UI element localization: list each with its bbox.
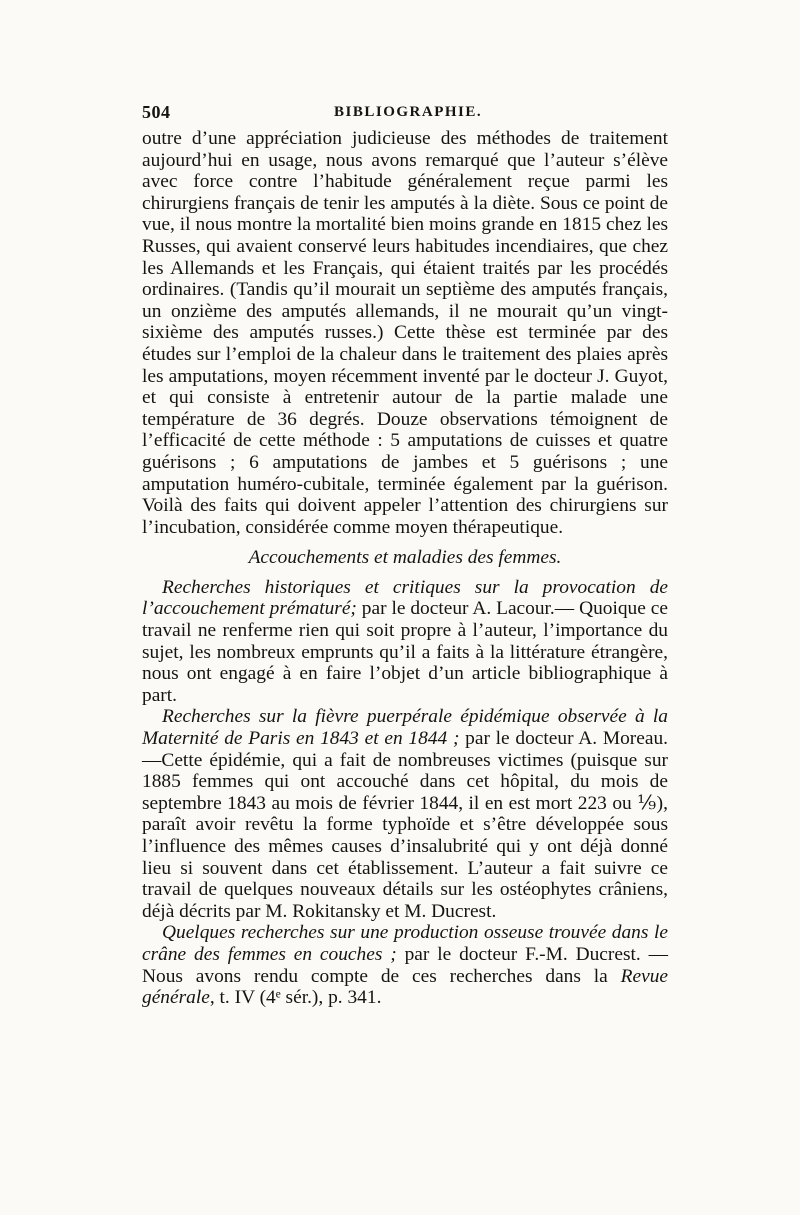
paragraph-moreau	[142, 706, 668, 922]
paragraph-amputation-thesis: outre d’une appréciation judicieuse des méthodes de traitement aujourd’hui en usage, nous avons remarqué que l’auteur s’élève avec force contre l’habitude généralement reçue parmi les chirurgiens français de tenir les amputés à la diète. Sous ce point de vue, il nous montre la mortalité bien moins grande en 1815 chez les Russes, qui avaient conservé leurs habitudes incendiaires, que chez les Allemands et les Français, qui étaient traités par les procédés ordinaires. (Tandis qu’il mourait un septième des amputés français, un onzième des amputés allemands, il ne mourait qu’un vingt-sixième des amputés russes.) Cette thèse est terminée par des études sur l’emploi de la chaleur dans le traitement des plaies après les amputations, moyen récemment inventé par le docteur J. Guyot, et qui consiste à entretenir autour de la partie malade une température de 36 degrés. Douze observations témoignent de l’efficacité de cette méthode : 5 amputations de cuisses et quatre guérisons ; 6 amputations de jambes et 5 guérisons ; une amputation huméro-cubitale, terminée également par la guérison. Voilà des faits qui doivent appeler l’attention des chirurgiens sur l’incubation, considérée comme moyen thérapeutique.	[142, 128, 668, 538]
section-heading: Accouchements et maladies des femmes.	[248, 547, 562, 569]
work-title: Quelques recherches sur une production osseuse trouvée dans le crâne des femmes en couches ;	[142, 922, 668, 965]
work-title: Recherches sur la fièvre puerpérale épidémique observée à la Maternité de Paris en 1843 et en 1844 ;	[142, 706, 668, 750]
paragraph-ducrest	[142, 922, 668, 1008]
journal-title: Revue générale	[142, 965, 668, 1009]
paragraph-text: par le docteur F.-M. Ducrest. — Nous avons rendu compte de ces recherches dans la	[142, 943, 668, 987]
page-number: 504	[142, 102, 171, 122]
running-head: BIBLIOGRAPHIE.	[334, 104, 483, 120]
page-header	[142, 102, 668, 128]
paragraph-text: , t. IV (4ᵉ sér.), p. 341.	[209, 987, 382, 1009]
paragraph-lacour	[142, 577, 668, 707]
work-title: Recherches historiques et critiques sur la provocation de l’accouchement prématuré;	[142, 576, 668, 620]
paragraph-text: par le docteur A. Moreau. —Cette épidémie, qui a fait de nombreuses victimes (puisque sur 1885 femmes qui ont accouché dans cet hôpital, du mois de septembre 1843 au mois de février 1844, il en est mort 223 ou ⅑), paraît avoir revêtu la forme typhoïde et s’être développée sous l’influence des mêmes causes d’insalubrité qui y ont déjà donné lieu si souvent dans cet établissement. L’auteur a fait suivre ce travail de quelques nouveaux détails sur les ostéophytes crâniens, déjà décrits par M. Rokitansky et M. Ducrest.	[142, 728, 668, 922]
page-body	[142, 128, 668, 1009]
paragraph-text: par le docteur A. Lacour.— Quoique ce travail ne renferme rien qui soit propre à l’auteur, l’importance du sujet, les nombreux emprunts qu’il a faits à la littérature étrangère, nous ont engagé à en faire l’objet d’un article bibliographique à part.	[142, 598, 668, 706]
